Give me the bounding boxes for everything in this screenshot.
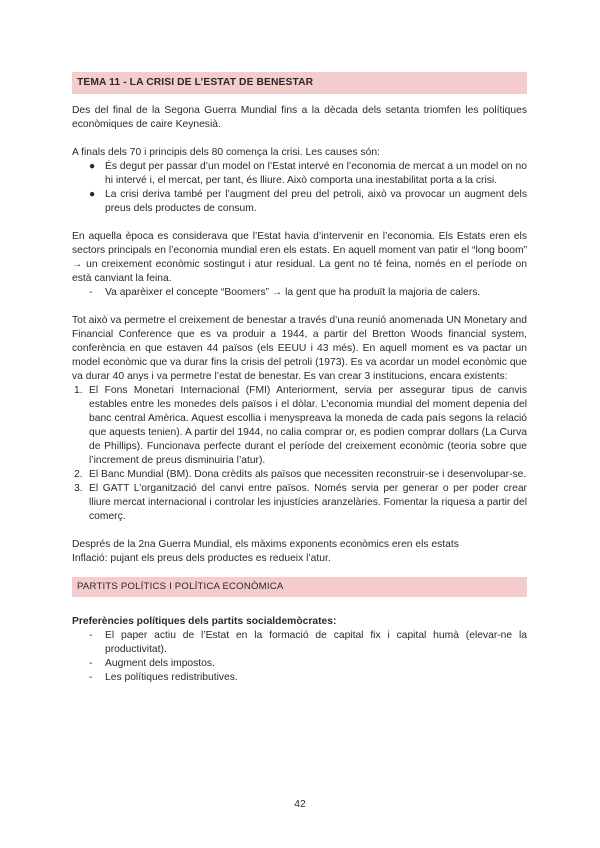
bullet-icon: ● — [89, 189, 96, 200]
page-number: 42 — [294, 799, 306, 810]
chapter-heading: TEMA 11 - LA CRISI DE L’ESTAT DE BENESTAR — [72, 72, 527, 94]
crisis-paragraph: A finals dels 70 i principis dels 80 comença la crisi. Les causes són: — [72, 147, 380, 158]
intro-paragraph: Des del final de la Segona Guerra Mundial fins a la dècada dels setanta triomfen les polítiques econòmiques de caire Keynesià. — [72, 105, 527, 130]
dash-icon: - — [89, 287, 93, 298]
bullet-icon: ● — [89, 161, 96, 172]
list-item: - Augment dels impostos. — [89, 658, 215, 669]
list-item: ● És degut per passar d’un model on l’Estat intervé en l’economia de mercat a un model on no hi intervé i, el mercat, per tant, és lliure. Això comporta una inestabilitat porta a la crisi. — [89, 161, 527, 186]
list-item: 1. El Fons Monetari Internacional (FMI) Anteriorment, servia per assegurar tipus de canvis estables entre les monedes dels països i el dòlar. L’economia mundial del moment depenia del banc central Amèrica. Aquest escollia i menyspreava la moneda de cada país segons la relació que aquests tenien). A partir del 1944, no calia comprar or, es podien comprar dollars (La Curva de Phillips). Funcionava perfecte durant el període del creixement econòmic (teoria sobre que l’increment de preus disminuiria l’atur). — [74, 385, 527, 466]
inflation-line: Inflació: pujant els preus dels productes es redueix l’atur. — [72, 553, 331, 564]
state-paragraph: En aquella època es considerava que l’Estat havia d’intervenir en l’economia. Els Estats eren els sectors principals en l’economia mundial eren els estats. En aquell moment van patir el “long boom” → un creixement econòmic sostingut i atur residual. La gent no té feina, només en el període on està canviant la feina. — [72, 231, 527, 284]
list-item: - El paper actiu de l’Estat en la formació de capital fix i capital humà (elevar-ne la productivitat). — [89, 630, 527, 655]
list-item: 2. El Banc Mundial (BM). Dona crèdits als països que necessiten reconstruir-se i desenvolupar-se. — [74, 469, 527, 480]
list-item: ● La crisi deriva també per l’augment del preu del petroli, això va provocar un augment dels preus dels productes de consum. — [89, 189, 527, 214]
dash-icon: - — [89, 630, 93, 641]
section-heading: PARTITS POLÍTICS I POLÍTICA ECONÒMICA — [72, 577, 527, 597]
list-item: - Va aparèixer el concepte “Boomers” → la gent que ha produït la majoria de calers. — [89, 287, 481, 298]
bretton-woods-paragraph: Tot això va permetre el creixement de benestar a través d’una reunió anomenada UN Monetary and Financial Conference que es va produir a 1944, a partir del Bretton Woods financial system, conferència en que estaven 44 països (els EEUU i 43 més). En aquell moment es va pactar un model econòmic que va durar fins la crisis del petroli (1973). Es va acordar un model econòmic que va durar 40 anys i va permetre l’estat de benestar. Es van crear 3 institucions, encara existents: — [72, 315, 527, 382]
dash-icon: - — [89, 672, 93, 683]
preferences-title: Preferències polítiques dels partits socialdemòcrates: — [72, 616, 337, 627]
document-body — [72, 72, 527, 685]
causes-list — [72, 160, 527, 216]
list-item: 3. El GATT L’organització del canvi entre països. Només servia per generar o per poder crear lliure mercat internacional i controlar les injustícies aranzelàries. Fomentar la riquesa a partir del comerç. — [74, 483, 527, 522]
postwar-line: Després de la 2na Guerra Mundial, els màxims exponents econòmics eren els estats — [72, 539, 459, 550]
list-item: - Les polítiques redistributives. — [89, 672, 238, 683]
boomers-list — [72, 286, 527, 300]
dash-icon: - — [89, 658, 93, 669]
preferences-list — [72, 629, 527, 685]
institutions-list — [72, 384, 527, 524]
